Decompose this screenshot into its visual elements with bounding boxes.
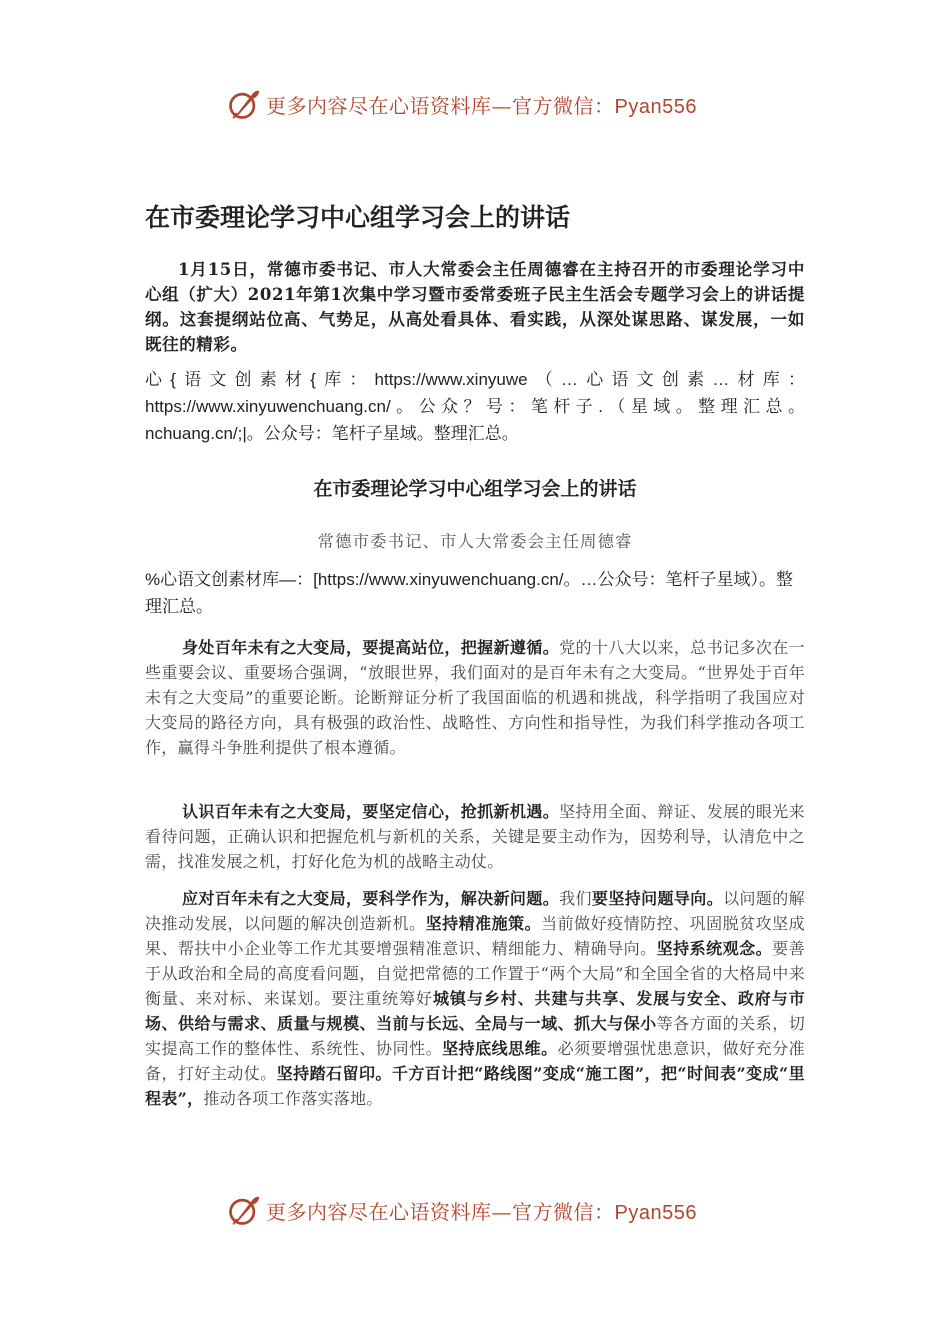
paragraph-lead: 认识百年未有之大变局，要坚定信心，抢抓新机遇。 <box>182 802 560 821</box>
body-paragraph-1: 身处百年未有之大变局，要提高站位，把握新遵循。党的十八大以来，总书记多次在一些重要会议、重要场合强调，“放眼世界，我们面对的是百年未有之大变局。“世界处于百年未有之大变局”的重要论断。论断辩证分析了我国面临的机遇和挑战，科学指明了我国应对大变局的路径方向，具有极强的政治性、战略性、方向性和指导性，为我们科学推动各项工作，赢得斗争胜利提供了根本遵循。 <box>145 638 805 757</box>
paragraph-lead: 身处百年未有之大变局，要提高站位，把握新遵循。 <box>182 638 560 657</box>
section-title: 在市委理论学习中心组学习会上的讲话 <box>313 478 637 500</box>
body-paragraph-3: 应对百年未有之大变局，要科学作为，解决新问题。我们要坚持问题导向。以问题的解决推动发展，以问题的解决创造新机。坚持精准施策。当前做好疫情防控、巩固脱贫攻坚成果、帮扶中小企业等工作尤其要增强精准意识、精细能力、精确导向。坚持系统观念。要善于从政治和全局的高度看问题，自觉把常德的工作置于“两个大局”和全国全省的大格局中来衡量、来对标、来谋划。要注重统筹好城镇与乡村、共建与共享、发展与安全、政府与市场、供给与需求、质量与规模、当前与长远、全局与一域、抓大与保小等各方面的关系，切实提高工作的整体性、系统性、协同性。坚持底线思维。必须要增强忧患意识，做好充分准备，打好主动仗。坚持踏石留印。千方百计把“路线图”变成“施工图”，把“时间表”变成“里程表”，推动各项工作落实落地。 <box>145 889 805 1108</box>
quill-logo-icon <box>226 1192 262 1228</box>
intro-paragraph: 1月15日，常德市委书记、市人大常委会主任周德睿在主持召开的市委理论学习中心组（扩大）2021年第1次集中学习暨市委常委班子民主生活会专题学习会上的讲话提纲。这套提纲站位高、气势足，从高处看具体、看实践，从深处谋思路、谋发展，一如既往的精彩。 <box>145 260 805 354</box>
page-title: 在市委理论学习中心组学习会上的讲话 <box>145 203 571 232</box>
source-note-1: 心{语文创素材{库：https://www.xinyuwe（…心语文创素…材库：https://www.xinyuwenchuang.cn/。公众？号：笔杆子.（星域。整理汇总。nchuang.cn/;|。公众号：笔杆子星域。整理汇总。 <box>145 370 805 443</box>
byline: 常德市委书记、市人大常委会主任周德睿 <box>317 532 633 551</box>
banner-text: 更多内容尽在心语资料库—官方微信：Pyan556 <box>266 1199 697 1224</box>
body-paragraph-2: 认识百年未有之大变局，要坚定信心，抢抓新机遇。坚持用全面、辩证、发展的眼光来看待问题，正确认识和把握危机与新机的关系，关键是要主动作为，因势利导，认清危中之需，找准发展之机，打好化危为机的战略主动仗。 <box>145 802 805 871</box>
source-note-2: %心语文创素材库—：[https://www.xinyuwenchuang.cn/。…公众号：笔杆子星域）。整理汇总。 <box>145 570 794 616</box>
footer-banner <box>226 1190 726 1230</box>
quill-logo-icon <box>226 86 262 122</box>
header-banner <box>226 84 726 124</box>
paragraph-lead: 应对百年未有之大变局，要科学作为，解决新问题。 <box>182 889 560 908</box>
banner-text: 更多内容尽在心语资料库—官方微信：Pyan556 <box>266 93 697 118</box>
